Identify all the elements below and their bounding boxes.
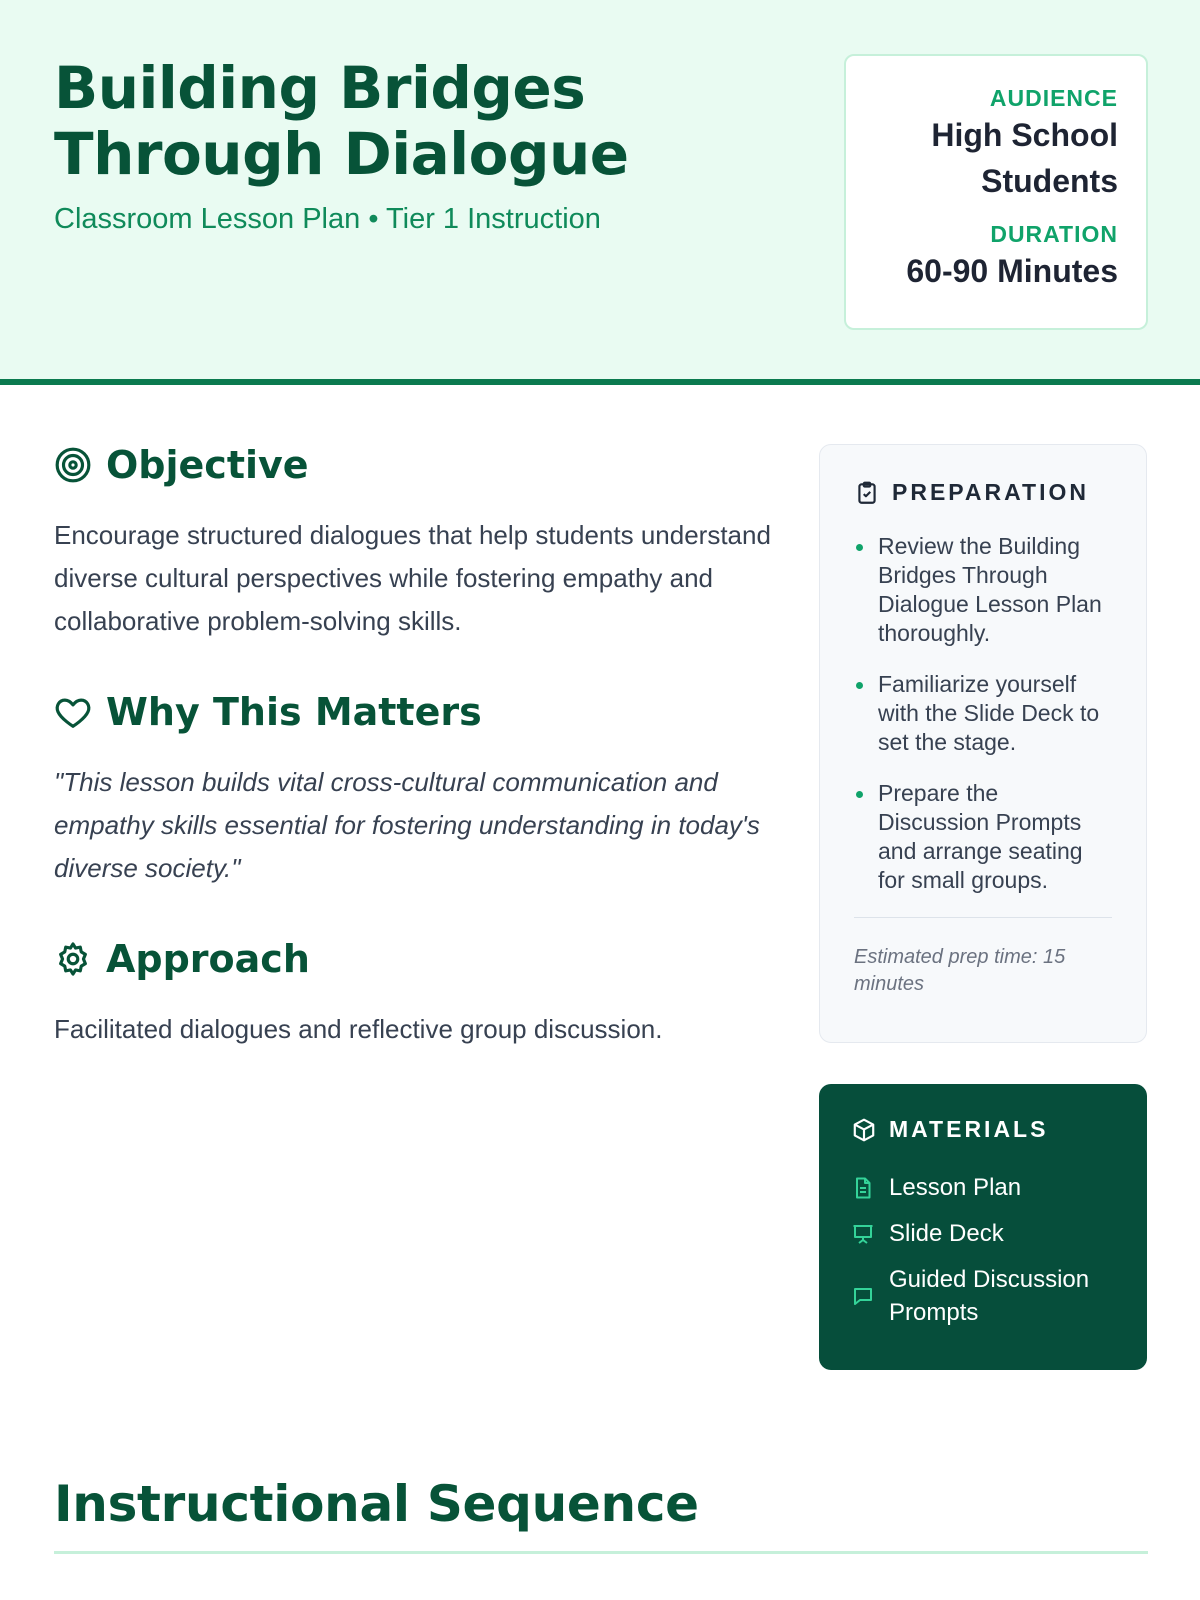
chat-bubble-icon <box>851 1284 875 1308</box>
audience-value: High School Students <box>931 117 1118 199</box>
why-quote: "This lesson builds vital cross-cultural communication and empathy skills essential for fostering understanding in today's diverse society." <box>54 767 760 883</box>
clipboard-check-icon <box>854 480 880 506</box>
material-lesson-plan <box>851 1171 1115 1204</box>
approach-heading <box>54 934 774 984</box>
gear-icon <box>54 940 92 978</box>
why-section <box>54 687 774 890</box>
heart-icon <box>54 693 92 731</box>
material-label: Guided Discussion Prompts <box>889 1266 1090 1326</box>
divider <box>854 917 1112 918</box>
approach-title: Approach <box>106 937 310 981</box>
material-label: Slide Deck <box>889 1220 1004 1247</box>
why-heading <box>54 687 774 737</box>
objective-heading <box>54 440 774 490</box>
target-icon <box>54 446 92 484</box>
approach-text: Facilitated dialogues and reflective group discussion. <box>54 1014 663 1044</box>
audience-label: AUDIENCE <box>989 85 1118 111</box>
preparation-list <box>854 532 1112 895</box>
list-item: Prepare the Discussion Prompts and arrange seating for small groups. <box>854 779 1112 895</box>
preparation-heading <box>854 479 1112 506</box>
page-title: Building Bridges Through Dialogue <box>54 54 629 188</box>
preparation-title: PREPARATION <box>892 479 1089 505</box>
objective-title: Objective <box>106 443 309 487</box>
objective-section <box>54 440 774 643</box>
materials-title: MATERIALS <box>889 1116 1049 1142</box>
materials-heading <box>851 1116 1115 1143</box>
prep-time-note: Estimated prep time: 15 minutes <box>854 946 1066 995</box>
materials-list <box>851 1171 1115 1329</box>
materials-card <box>819 1084 1147 1370</box>
list-item: Review the Building Bridges Through Dialogue Lesson Plan thoroughly. <box>854 532 1112 648</box>
page-subtitle: Classroom Lesson Plan • Tier 1 Instruction <box>54 203 601 235</box>
preparation-card <box>819 444 1147 1043</box>
document-icon <box>851 1176 875 1200</box>
approach-section <box>54 934 774 1051</box>
objective-text: Encourage structured dialogues that help students understand diverse cultural perspectives while fostering empathy and collaborative problem-solving skills. <box>54 520 771 636</box>
material-slide-deck <box>851 1217 1115 1250</box>
why-title: Why This Matters <box>106 690 482 734</box>
audience-duration-card <box>844 54 1148 330</box>
list-item: Familiarize yourself with the Slide Deck to set the stage. <box>854 670 1112 757</box>
presentation-icon <box>851 1222 875 1246</box>
duration-label: DURATION <box>990 221 1118 247</box>
material-discussion-prompts <box>851 1263 1115 1329</box>
cube-icon <box>851 1117 877 1143</box>
instructional-sequence-title: Instructional Sequence <box>54 1475 699 1533</box>
material-label: Lesson Plan <box>889 1174 1022 1201</box>
duration-value: 60-90 Minutes <box>906 253 1118 289</box>
lesson-header <box>0 0 1200 385</box>
divider <box>54 1551 1148 1554</box>
lesson-main <box>54 440 774 1051</box>
